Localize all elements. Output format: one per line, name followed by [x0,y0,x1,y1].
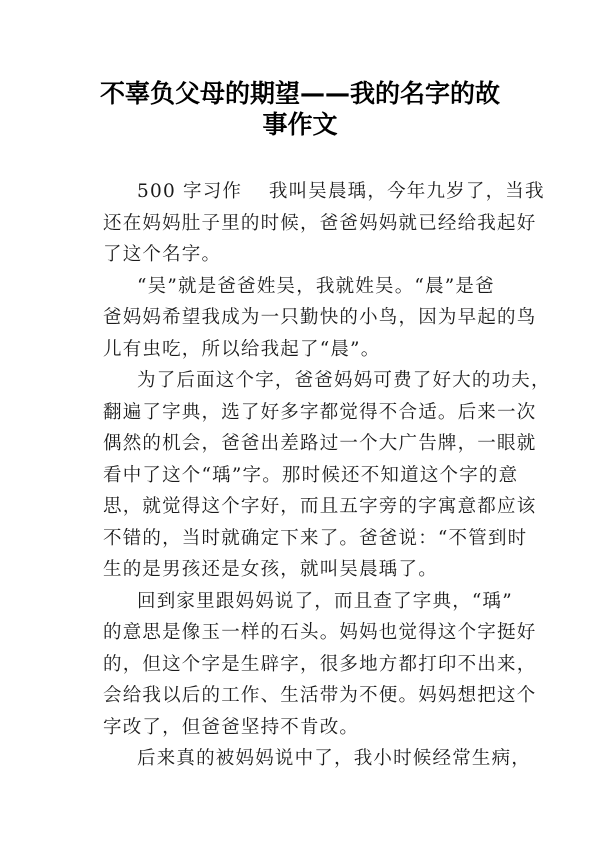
text-line: 的，但这个字是生辟字，很多地方都打印不出来， [103,653,537,675]
text-line: 看中了这个“瑀”字。那时候还不知道这个字的意 [103,464,519,486]
text-line: 爸妈妈希望我成为一只勤快的小鸟，因为早起的鸟 [103,307,537,328]
text-line: 儿有虫吃，所以给我起了“晨”。 [103,338,381,360]
text-line: “吴”就是爸爸姓吴，我就姓吴。“晨”是爸 [137,275,495,297]
text-line: 偶然的机会，爸爸出差路过一个大广告牌，一眼就 [103,433,537,454]
title-line: 事作文 [262,110,338,139]
text-line: 会给我以后的工作、生活带为不便。妈妈想把这个 [103,685,537,706]
paragraph [103,271,537,366]
essay-body [103,176,551,775]
document-title [60,78,540,140]
paragraph [103,586,537,744]
text-line: 为了后面这个字，爸爸妈妈可费了好大的功夫， [137,370,551,391]
paragraph [103,743,532,775]
text-line: 翻遍了字典，选了好多字都觉得不合适。后来一次 [103,401,537,423]
text-line: 思，就觉得这个字好，而且五字旁的字寓意都应该 [103,496,537,517]
text-line: 生的是男孩还是女孩，就叫吴晨瑀了。 [103,559,438,580]
text-line: 后来真的被妈妈说中了，我小时候经常生病， [137,748,532,769]
text-line: 还在妈妈肚子里的时候，爸爸妈妈就已经给我起好 [103,212,537,234]
text-line: 字改了，但爸爸坚持不肯改。 [103,716,360,738]
paragraph [103,365,551,586]
title-line: 不辜负父母的期望——我的名字的故 [99,79,500,108]
text-line: 了这个名字。 [103,244,222,265]
text-line: 不错的，当时就确定下来了。爸爸说：“不管到时 [103,527,528,549]
text-line: 500 字习作 我叫吴晨瑀，今年九岁了，当我 [137,181,545,202]
text-line: 的意思是像玉一样的石头。妈妈也觉得这个字挺好 [103,622,537,643]
paragraph [103,176,545,271]
text-line: 回到家里跟妈妈说了，而且查了字典，“瑀” [137,590,513,612]
